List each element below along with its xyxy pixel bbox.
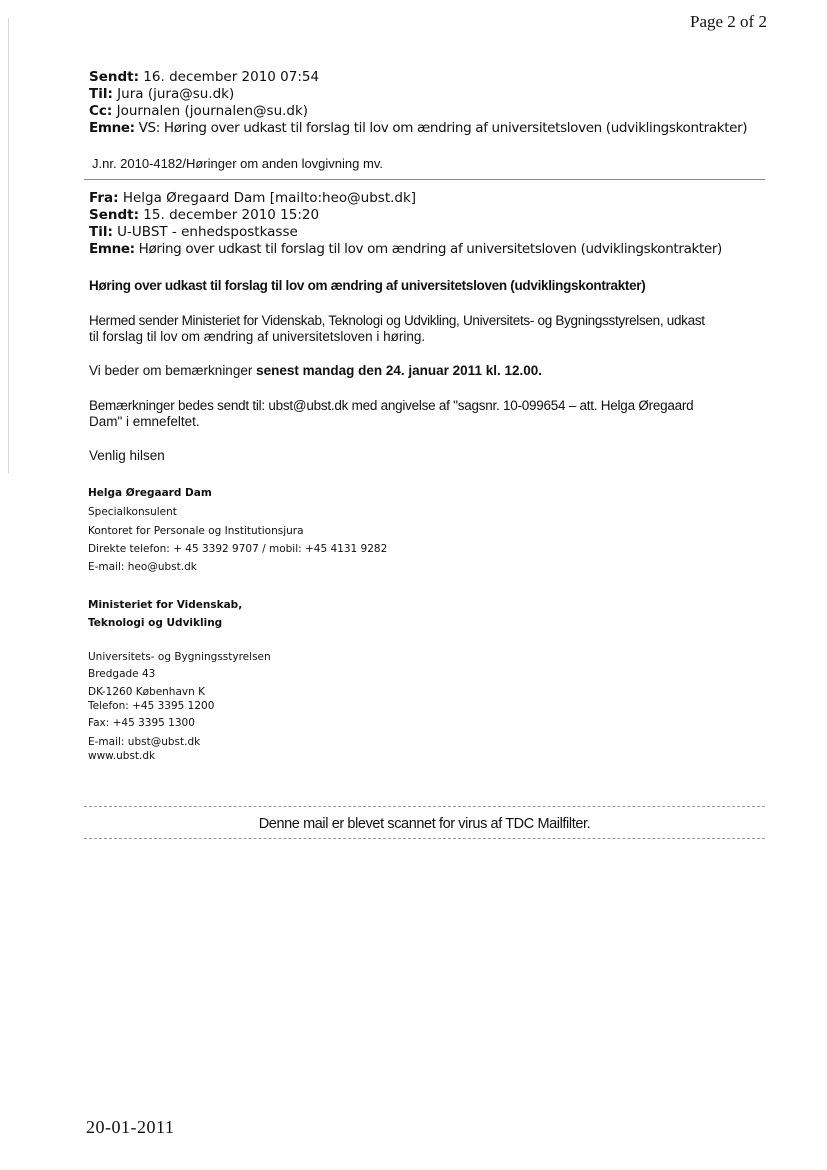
signature-office: Kontoret for Personale og Institutionsjura (88, 525, 304, 537)
agency-fax: Fax: +45 3395 1300 (88, 717, 195, 729)
page-number: Page 2 of 2 (690, 12, 767, 31)
subject-line (89, 120, 747, 137)
signature-name: Helga Øregaard Dam (88, 487, 212, 499)
original-subject-label: Emne: (89, 241, 135, 257)
ministry-line-2: Teknologi og Udvikling (88, 617, 223, 629)
sent-line (89, 69, 319, 86)
paragraph-2-prefix: Vi beder om bemærkninger (89, 363, 257, 378)
from-line (89, 190, 416, 207)
ministry-line-1: Ministeriet for Videnskab, (88, 599, 243, 611)
scan-edge-line (8, 18, 9, 473)
signature-phone: Direkte telefon: + 45 3392 9707 / mobil: +45 4131 9282 (88, 543, 388, 555)
to-label: Til: (89, 86, 113, 102)
paragraph-1-line-2: til forslag til lov om ændring af universitetsloven i høring. (89, 329, 426, 344)
notice-top-divider (84, 806, 765, 807)
original-sent-label: Sendt: (89, 207, 140, 223)
paragraph-3-line-1: Bemærkninger bedes sendt til: ubst@ubst.dk med angivelse af "sagsnr. 10-099654 – att. Helga Øregaard (89, 398, 694, 413)
original-sent-value: 15. december 2010 15:20 (139, 207, 320, 223)
header-divider (84, 179, 765, 180)
agency-website: www.ubst.dk (88, 750, 156, 762)
virus-notice: Denne mail er blevet scannet for virus af TDC Mailfilter. (258, 816, 591, 832)
message-heading: Høring over udkast til forslag til lov om ændring af universitetsloven (udviklingskontrakter) (89, 278, 646, 293)
notice-bottom-divider (84, 838, 765, 839)
journal-note: J.nr. 2010-4182/Høringer om anden lovgivning mv. (92, 156, 383, 171)
original-sent-line (89, 207, 319, 224)
cc-label: Cc: (89, 103, 113, 119)
original-to-line (89, 224, 298, 241)
paragraph-2 (89, 363, 542, 379)
subject-label: Emne: (89, 120, 135, 136)
paragraph-1-line-1: Hermed sender Ministeriet for Videnskab, Teknologi og Udvikling, Universitets- og Bygningsstyrelsen, udkast (89, 313, 705, 328)
subject-value: VS: Høring over udkast til forslag til lov om ændring af universitetsloven (udviklingskontrakter) (134, 120, 748, 136)
signature-title: Specialkonsulent (88, 506, 177, 518)
from-value: Helga Øregaard Dam [mailto:heo@ubst.dk] (118, 190, 417, 206)
paragraph-3-line-2: Dam" i emnefeltet. (89, 414, 200, 429)
footer-date: 20-01-2011 (86, 1117, 175, 1137)
original-subject-value: Høring over udkast til forslag til lov om ændring af universitetsloven (udviklingskontrakter) (134, 241, 722, 257)
cc-value: Journalen (journalen@su.dk) (112, 103, 309, 119)
agency-telefon: Telefon: +45 3395 1200 (88, 700, 215, 712)
deadline: senest mandag den 24. januar 2011 kl. 12.00. (256, 363, 542, 378)
from-label: Fra: (89, 190, 119, 206)
agency-street: Bredgade 43 (88, 668, 156, 680)
sent-label: Sendt: (89, 69, 140, 85)
agency-email: E-mail: ubst@ubst.dk (88, 736, 201, 748)
original-subject-line (89, 241, 722, 258)
to-line (89, 86, 234, 103)
to-value: Jura (jura@su.dk) (112, 86, 235, 102)
agency-name: Universitets- og Bygningsstyrelsen (88, 651, 271, 663)
agency-city: DK-1260 København K (88, 686, 205, 698)
signature-email: E-mail: heo@ubst.dk (88, 561, 197, 573)
closing: Venlig hilsen (89, 448, 165, 463)
original-to-value: U-UBST - enhedspostkasse (112, 224, 298, 240)
sent-value: 16. december 2010 07:54 (139, 69, 320, 85)
original-to-label: Til: (89, 224, 113, 240)
cc-line (89, 103, 308, 120)
